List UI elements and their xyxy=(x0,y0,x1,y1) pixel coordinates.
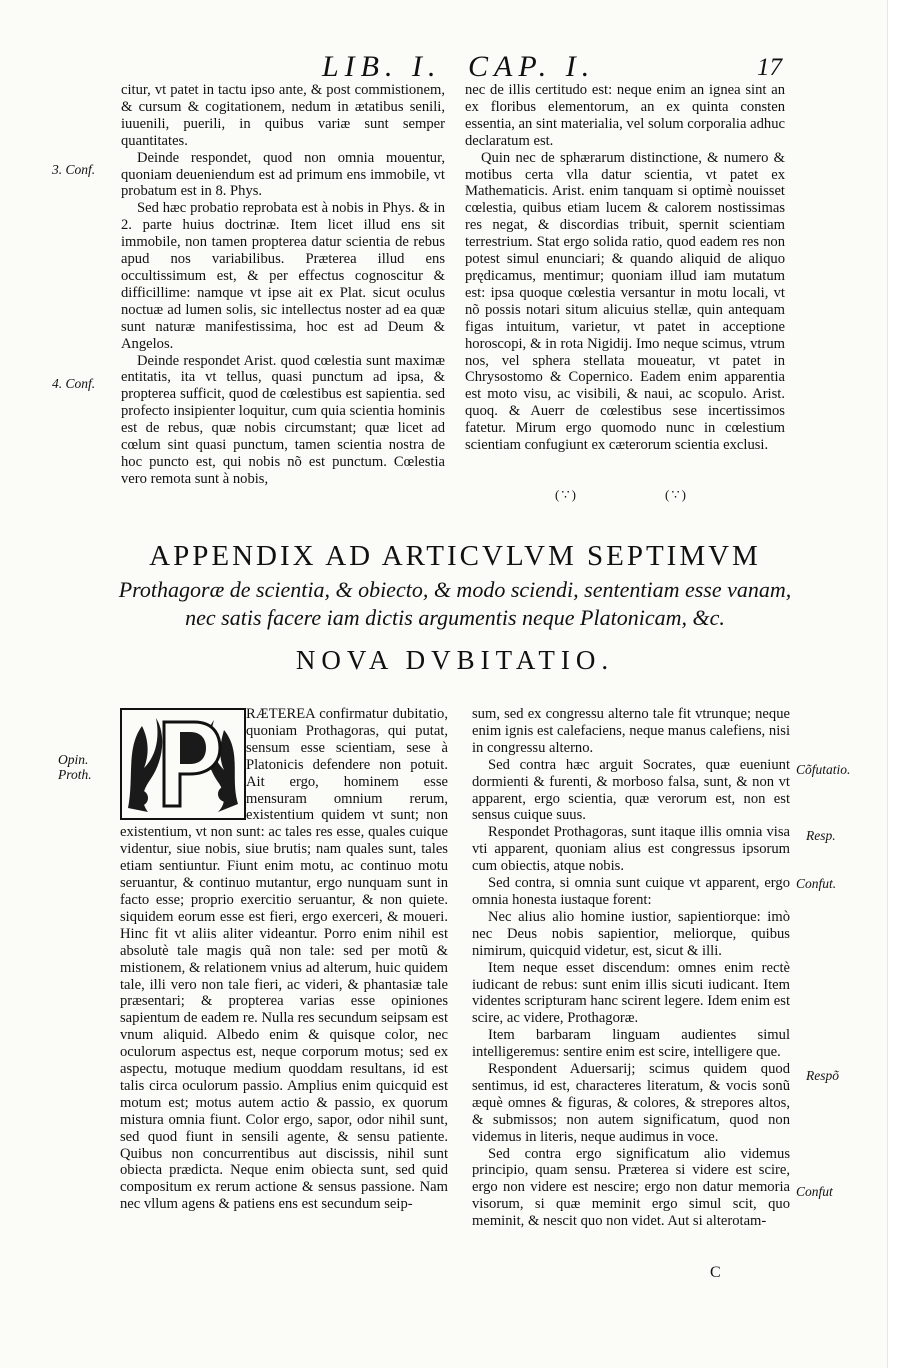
initial-spacer xyxy=(120,706,246,818)
section-heading: NOVA DVBITATIO. xyxy=(295,645,615,675)
paragraph: sum, sed ex congressu alterno tale fit vtrunque; neque enim ignis est calefaciens, neque manus calefiens, nisi in congressu alterno. xyxy=(472,706,790,756)
paragraph: Nec alius alio homine iustior, sapientiorque: imò nec Deus nobis sapientior, meliorque, quibus nimirum, quicquid videtur, est, sicut & illi. xyxy=(472,908,790,959)
margin-note-confut: Confut. xyxy=(796,876,837,891)
running-head-book: LIB. I. xyxy=(322,50,442,83)
bottom-right-column xyxy=(472,706,790,1230)
bottom-left-column xyxy=(120,706,448,1213)
signature-mark: C xyxy=(710,1264,721,1281)
page-edge xyxy=(887,0,910,1368)
ornament: (∵) xyxy=(555,487,578,502)
paragraph: Sed contra, si omnia sunt cuique vt apparent, ergo omnia honesta iustaque forent: xyxy=(472,875,790,908)
paragraph: nec de illis certitudo est: neque enim an ignea sint an ex floribus elementorum, an ex quinta consten essentia, an sint materialia, vel solum corporalia adhuc declaratum est. xyxy=(465,82,785,149)
paragraph: RÆTEREA confirmatur dubitatio, quoniam Prothagoras, qui putat, sensum esse scientiam, sese à Platonicis defendere non potuit. Ait ergo, hominem esse mensuram omnium rerum, existentium quidem vt sunt; non existentium, vt non sunt: ac tales res esse, quales cuique videntur, siue nobis, siue brutis; nam quales sunt, tales etiam sentiuntur. Fiunt enim motu, ac continuo motu seruantur, & continuo mutantur, ergo nunquam sunt in facto esse; proprio exercitio seruantur, & non quiete. siquidem eorum esse est fieri, ergo exerceri, & moueri. Hinc fit vt aliis aliter videantur. Porro enim nihil est absolutè tale magis quã non tale: sed per motũ & mistionem, & relationem vnius ad alterum, huic quidem tale, illi vero non tale fieri, ac videri, & phantasiæ tale præsentari; & propterea varias esse opiniones sapientum de eadem re. Nulla res secundum seipsam est vnum aliquid. Albedo enim & quisque color, nec oculorum aspectus est, neque corporum motus; sed ex aspectu, motuque medium quoddam resultans, id est talis circa oculorum passio. Amplius enim quicquid est motum est; motus autem actio & passio, ex quorum mistura omnia fiunt. Color ergo, sapor, odor nihil sunt, sed quod fiunt in sensili agente, & sensu patiente. Quibus non concurrentibus aut discissis, nihil sunt obiecta prædicta. Neque enim obiecta sunt, sed quid compositum ex rerum actione & sensus passione. Nam nec vllum agens & patiens ens est secundum seip- xyxy=(120,706,448,1213)
running-head-chapter: CAP. I. xyxy=(468,50,596,83)
paragraph: Respondent Aduersarij; scimus quidem quod sentimus, id est, characteres literatum, & vocis sonũ æquè omnes & figuras, & colores, & strepores altos, & submissos; non autem significatum, quod non videmus in literis, neque audimus in voce. xyxy=(472,1061,790,1145)
ornament: (∵) xyxy=(665,487,688,502)
appendix-title: APPENDIX AD ARTICVLVM SEPTIMVM xyxy=(149,540,761,572)
paragraph: citur, vt patet in tactu ipso ante, & post commistionem, & cursum & cogitationem, nedum in ætatibus senili, iuuenili, puerili, in quibus variæ sunt semper quantitates. xyxy=(121,82,445,149)
top-left-column xyxy=(121,82,445,488)
margin-note-confutatio: Cõfutatio. xyxy=(796,762,851,777)
paragraph: Deinde respondet, quod non omnia mouentur, quoniam deueniendum est ad primum ens immobile, vt probatum est in 8. Phys. xyxy=(121,149,445,200)
paragraph: Sed contra hæc arguit Socrates, quæ eueniunt dormienti & furenti, & morboso falsa, sunt, & non vt apparent, ergo scientia, quæ verorum est, non est sensus cuique suus. xyxy=(472,756,790,824)
paragraph: Sed contra ergo significatum alio videmus principio, quam sensu. Præterea si videre est scire, ergo non videre est nescire; ergo non datur memoria visorum, si quæ meminit ergo simul scit, quo meminit, & nescit quo non videt. Aut si alterotam- xyxy=(472,1145,790,1230)
margin-note-4-conf: 4. Conf. xyxy=(52,376,96,391)
paragraph: Quin nec de sphærarum distinctione, & numero & motibus certa vlla datur scientia, vt patet ex Mathematicis. Arist. enim tanquam si optimè nouisset cœlestia, quibus etiam lucem & calorem nostissimas res negat, & discordias tribuit, spernit scientiam terrestrium. Stat ergo solida ratio, quod eadem res non potest simul enunciari; & quando aliquid de aliquo prędicamus, mentimur; quoniam illud iam mutatum est: ipsa quoque cœlestia versantur in motu locali, vt nõ possis notari situm alicuius stellæ, quin antequam figas intuitum, varietur, vt patet in acceptione horoscopi, & in rota Nigidij. Imo neque scimus, vtrum nos, vel sphera stellata moueatur, vt patet in Chrysostomo & Copernico. Eadem enim apparentia est moto visu, ac visibili, & naui, ac scopulo. Arist. quoq. & Auerr de cœlestibus sese incertissimos fatetur. Mirum ergo quomodo nunc in cœlestium scientiam confugiunt ex cæterorum scientia exclusi. xyxy=(465,149,785,454)
paragraph: Deinde respondet Arist. quod cœlestia sunt maximæ entitatis, ita vt tellus, quasi punctum ad ipsa, & propterea sufficit, quod de cœlestibus est sapientia. sed profecto insipienter loquitur, cum quia scientia hominis est de rebus, quæ nobis circumstant; quæ licet ad cœlum sint quasi punctum, tamen scientia nostra de hoc puncto est, qui nobis nõ est punctum. Cœlestia vero remota sunt à nobis, xyxy=(121,352,445,487)
appendix-subtitle: Prothagoræ de scientia, & obiecto, & modo sciendi, sententiam esse vanam, nec satis facere iam dictis argumentis neque Platonicam, &c. xyxy=(118,577,792,630)
paragraph: Sed hæc probatio reprobata est à nobis in Phys. & in 2. parte huius doctrinæ. Item licet illud ens sit immobile, non tamen propterea datur scientia de rebus apud nos variabilibus. Præterea illud ens occultissimum est, & per effectus cognoscitur & difficillime: namque vt ipse ait ex Plat. sicut oculus noctuæ ad lumen solis, sic intellectus noster ad ea quæ sunt naturæ manifestissima, hoc est ad Deum & Angelos. xyxy=(121,200,445,352)
paragraph: Respondet Prothagoras, sunt itaque illis omnia visa vti apparent, quoniam alius est congressus ipsorum cum obiectis, atque nobis. xyxy=(472,824,790,875)
top-right-column xyxy=(465,82,785,454)
margin-note-opin-proth: Opin. Proth. xyxy=(58,752,92,782)
paragraph: Item barbaram linguam audientes simul intelligeremus: sentire enim est scire, intelligere que. xyxy=(472,1027,790,1061)
margin-note-3-conf: 3. Conf. xyxy=(52,162,96,177)
margin-note-resp: Resp. xyxy=(806,828,836,843)
margin-note-confut-2: Confut xyxy=(796,1184,833,1199)
margin-note-respo: Respõ xyxy=(806,1068,839,1083)
running-head xyxy=(0,50,910,86)
page-number: 17 xyxy=(757,54,782,81)
paragraph: Item neque esset discendum: omnes enim rectè iudicant de rebus: sunt enim illis sicuti iudicant. Item videntes scripturam hanc scirent legere. Idem enim est scire, ac videre, Prothagoræ. xyxy=(472,959,790,1027)
